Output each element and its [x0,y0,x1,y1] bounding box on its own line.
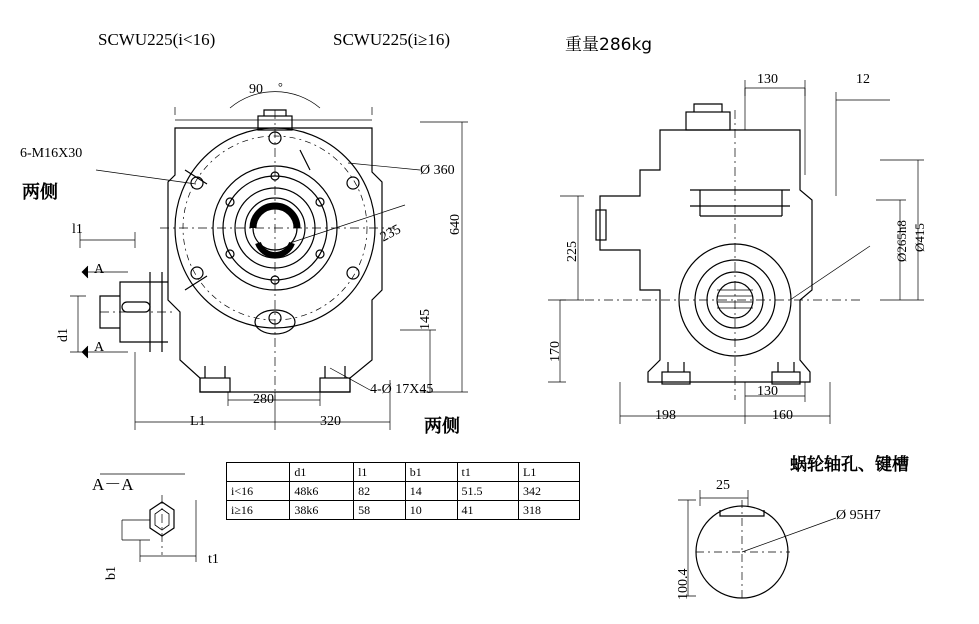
label-section-A-top: A [94,262,105,277]
label-320: 320 [320,414,341,429]
cell-r0c1: 48k6 [290,482,354,501]
label-l1: l1 [72,222,83,237]
title-middle: SCWU225(i≥16) [333,30,450,49]
label-198: 198 [655,408,676,423]
degree-symbol: ° [278,80,283,94]
label-bolt-note: 6-M16X30 [20,146,83,161]
th-3: b1 [405,463,457,482]
label-130-top: 130 [757,72,778,87]
label-25: 25 [716,478,730,493]
cell-r0c3: 14 [405,482,457,501]
th-1: d1 [290,463,354,482]
label-640: 640 [448,214,463,235]
cell-r0c5: 342 [519,482,580,501]
label-130-bottom: 130 [757,384,778,399]
label-100-4: 100.4 [676,568,691,600]
label-both-sides-bottom: 两侧 [424,416,460,437]
label-L1: L1 [190,414,206,429]
label-170: 170 [548,341,563,362]
cell-r1c2: 58 [354,501,406,520]
th-2: l1 [354,463,406,482]
label-b1: b1 [104,566,119,580]
label-dia-360: Ø 360 [420,163,455,178]
th-4: t1 [457,463,519,482]
caption-bore-keyway: 蜗轮轴孔、键槽 [790,455,909,475]
cell-r0c4: 51.5 [457,482,519,501]
label-235: 235 [378,222,404,246]
label-280: 280 [253,392,274,407]
title-left: SCWU225(i<16) [98,30,216,49]
label-dia-265h8: Ø265h8 [894,220,909,262]
cell-r1c4: 41 [457,501,519,520]
label-d1: d1 [56,328,71,342]
label-dia-415: Ø415 [912,223,927,252]
dimension-table [226,462,580,520]
cell-r1c3: 10 [405,501,457,520]
label-12: 12 [856,72,870,87]
cell-r1c0: i≥16 [227,501,290,520]
label-dia-95H7: Ø 95H7 [836,508,881,523]
table-row [227,501,580,520]
label-both-sides-left: 两侧 [22,182,58,203]
label-hole-note: 4-Ø 17X45 [370,382,434,397]
cell-r1c1: 38k6 [290,501,354,520]
label-160: 160 [772,408,793,423]
label-225: 225 [565,241,580,262]
cell-r1c5: 318 [519,501,580,520]
label-angle-90: 90 [249,82,263,97]
label-section-title: A－A [92,475,134,494]
table-header-row [227,463,580,482]
cell-r0c2: 82 [354,482,406,501]
label-145: 145 [418,309,433,330]
table-row [227,482,580,501]
title-weight: 重量286kg [565,35,653,55]
th-5: L1 [519,463,580,482]
label-t1: t1 [208,552,219,567]
cell-r0c0: i<16 [227,482,290,501]
th-0 [227,463,290,482]
label-section-A-bottom: A [94,340,105,355]
